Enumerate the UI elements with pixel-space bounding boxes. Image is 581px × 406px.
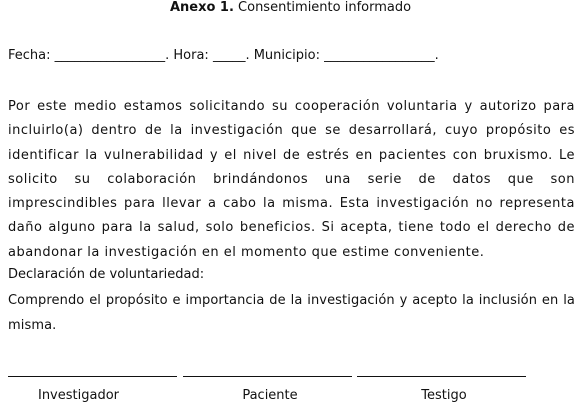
investigator-signature-line [8, 376, 177, 377]
annex-title: Consentimiento informado [233, 0, 412, 15]
patient-label: Paciente [242, 388, 298, 403]
declaration-heading: Declaración de voluntariedad: [8, 267, 205, 282]
declaration-text: Comprendo el propósito e importancia de la investigación y acepto la inclusión en la misma. [8, 293, 575, 333]
document-title [0, 0, 581, 15]
witness-label: Testigo [421, 388, 467, 403]
witness-signature-line [357, 376, 526, 377]
annex-number: Anexo 1. [169, 0, 234, 15]
consent-paragraph: Por este medio estamos solicitando su cooperación voluntaria y autorizo para incluirlo(a) dentro de la investigación que se desarrollará, cuyo propósito es identificar la vulnerabilidad y el nivel de estrés en pacientes con bruxismo. Le solicito su colaboración brindándonos una serie de datos que son imprescindibles para llevar a cabo la misma. Esta investigación no representa daño alguno para la salud, solo beneficios. Si acepta, tiene todo el derecho de abandonar la investigación en el momento que estime conveniente. [8, 99, 575, 260]
investigator-label: Investigador [37, 388, 119, 403]
patient-signature-line [183, 376, 352, 377]
date-time-municipality-line: Fecha: _________________. Hora: _____. Municipio: _________________. [8, 48, 439, 63]
